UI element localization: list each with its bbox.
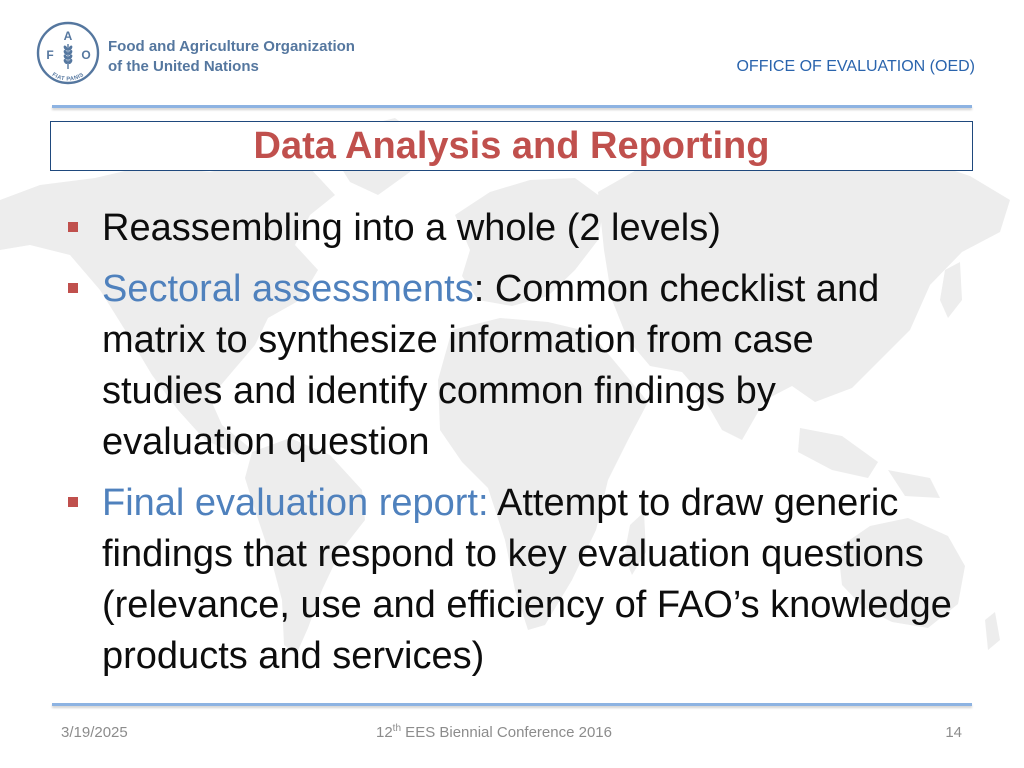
bullet-item (0, 478, 1024, 682)
bullet-line (102, 478, 1024, 529)
bullet-item (0, 264, 1024, 468)
fao-logo (36, 21, 366, 85)
fao-emblem-icon (36, 21, 100, 85)
bullet-line: studies and identify common findings by (102, 370, 776, 412)
bullet-item (0, 203, 1024, 254)
conference-number: 12 (375, 724, 393, 741)
bullet-line: products and services) (102, 635, 485, 677)
bullet-line: (relevance, use and efficiency of FAO’s knowledge (102, 584, 952, 626)
bullet-line (102, 264, 1024, 315)
org-name (108, 37, 355, 77)
bullet-line: evaluation question (102, 421, 430, 463)
square-bullet-icon (68, 222, 78, 232)
emblem-letter-a: A (63, 29, 73, 43)
conference-name: EES Biennial Conference 2016 (401, 724, 612, 741)
header-divider (52, 105, 972, 108)
square-bullet-icon (68, 283, 78, 293)
bullet-line: matrix to synthesize information from case (102, 319, 814, 361)
bullet-highlight: Sectoral assessments (102, 268, 474, 310)
page-number: 14 (945, 724, 962, 741)
org-name-line-2: of the United Nations (108, 58, 259, 75)
bullet-line: findings that respond to key evaluation questions (102, 533, 924, 575)
emblem-motto: FIAT PANIS (50, 71, 86, 83)
footer-divider (52, 703, 972, 706)
org-name-line-1: Food and Agriculture Organization (108, 38, 355, 55)
bullet-highlight: Final evaluation report: (102, 482, 489, 524)
bullet-text: : Common checklist and (473, 268, 880, 310)
slide-title: Data Analysis and Reporting (253, 125, 770, 167)
square-bullet-icon (68, 497, 78, 507)
emblem-letter-o: O (81, 48, 91, 62)
bullet-line: Reassembling into a whole (2 levels) (102, 207, 721, 249)
bullet-list (0, 203, 1024, 692)
footer-date: 3/19/2025 (61, 724, 128, 741)
title-box (50, 121, 973, 171)
bullet-text: Attempt to draw generic (488, 482, 899, 524)
conference-ordinal: th (392, 723, 402, 734)
emblem-letter-f: F (46, 48, 54, 62)
office-label: OFFICE OF EVALUATION (OED) (736, 58, 975, 75)
footer-conference (294, 724, 694, 742)
